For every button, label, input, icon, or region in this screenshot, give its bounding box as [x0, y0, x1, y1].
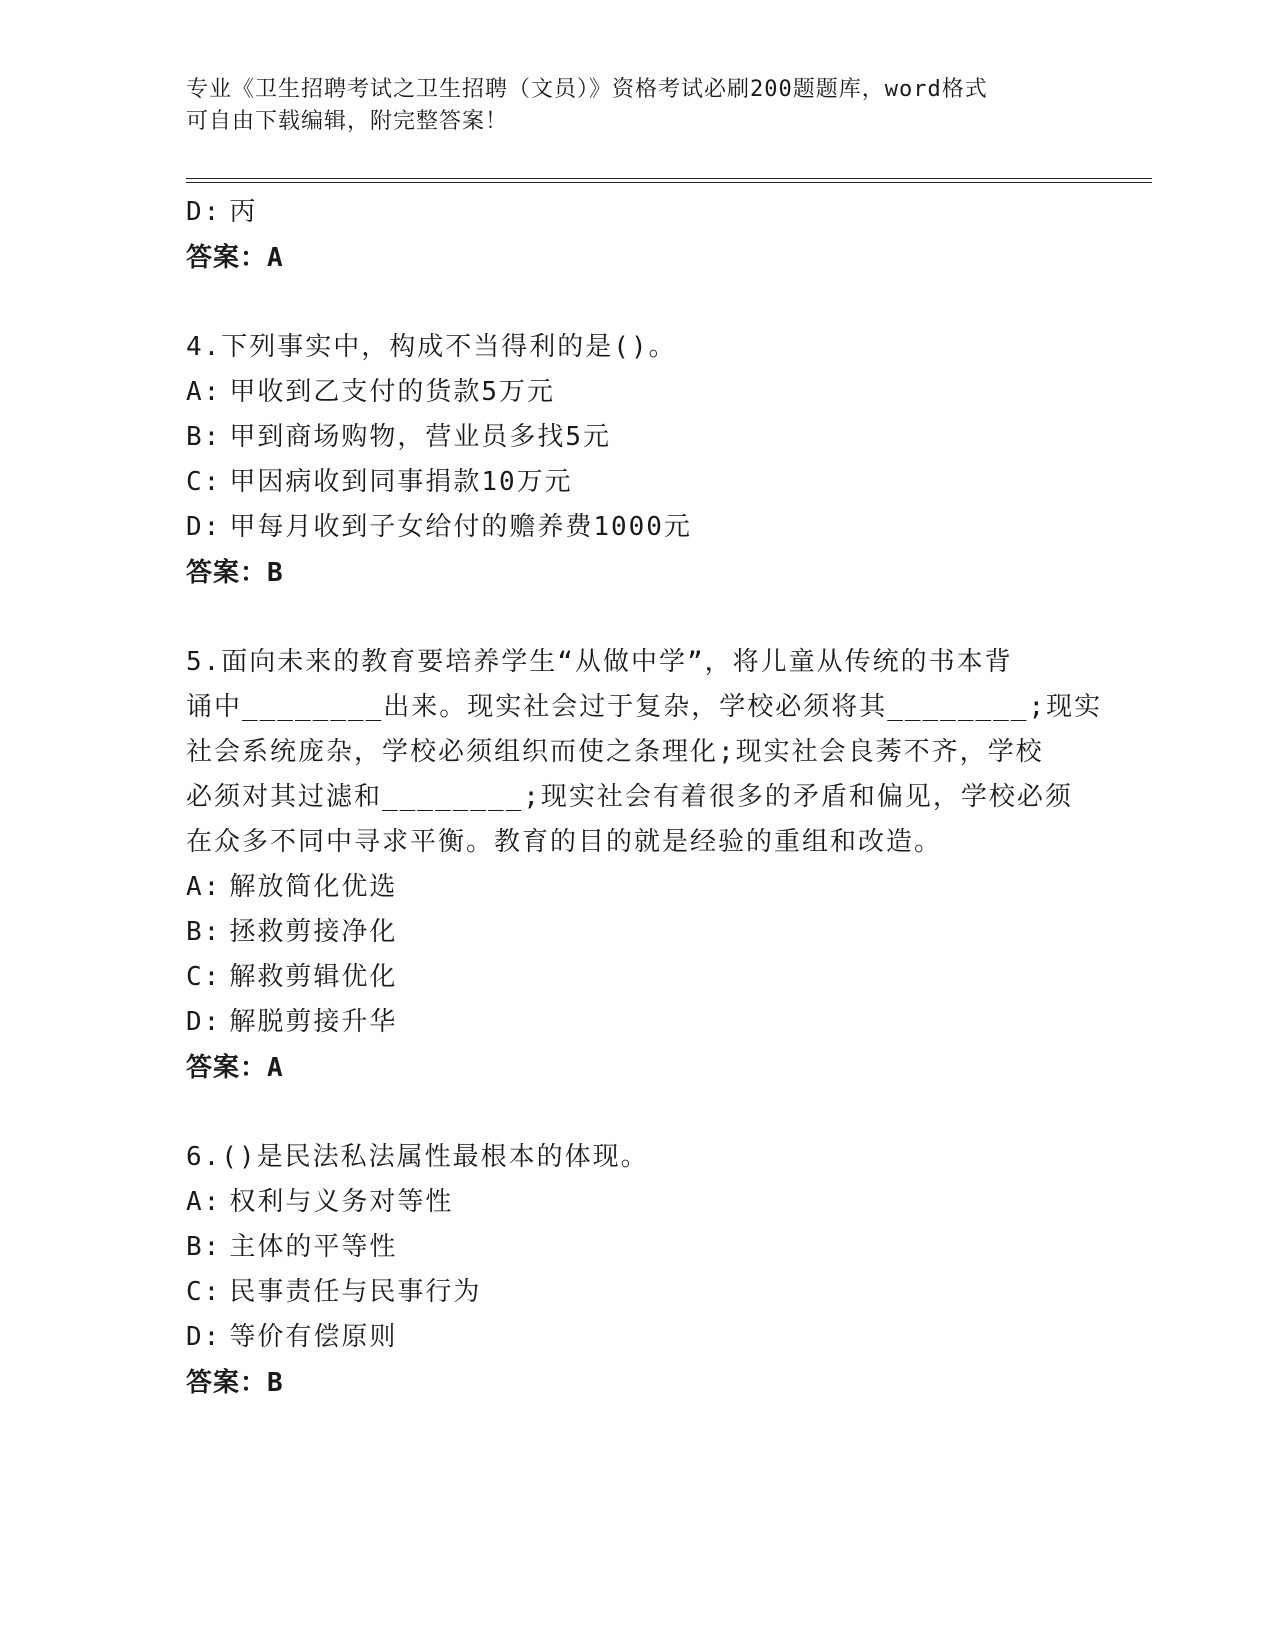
answer-line — [186, 550, 1086, 596]
option-key: A: — [186, 872, 222, 902]
option-c — [186, 1270, 1086, 1315]
option-text: 甲收到乙支付的货款5万元 — [229, 377, 555, 407]
question-stem-line: 5.面向未来的教育要培养学生“从做中学”，将儿童从传统的书本背 — [186, 647, 1013, 677]
option-text: 等价有偿原则 — [229, 1322, 398, 1352]
document-header — [186, 74, 1066, 138]
answer-label: 答案： — [186, 1053, 268, 1083]
option-a — [186, 1180, 1086, 1225]
option-b — [186, 1225, 1086, 1270]
option-key: B: — [186, 422, 222, 452]
option-d — [186, 190, 1086, 235]
option-a — [186, 370, 1086, 415]
option-a — [186, 865, 1086, 910]
answer-value: A — [267, 1053, 284, 1083]
option-key: B: — [186, 1232, 222, 1262]
option-text: 甲到商场购物，营业员多找5元 — [229, 422, 611, 452]
option-text: 甲每月收到子女给付的赡养费1000元 — [229, 512, 692, 542]
option-d — [186, 1315, 1086, 1360]
answer-value: A — [267, 243, 284, 273]
answer-label: 答案： — [186, 558, 268, 588]
option-text: 解放简化优选 — [229, 872, 398, 902]
answer-label: 答案： — [186, 1368, 268, 1398]
question-stem-line: 必须对其过滤和________;现实社会有着很多的矛盾和偏见，学校必须 — [186, 782, 1073, 812]
option-text: 解脱剪接升华 — [229, 1007, 398, 1037]
question-stem: 6.()是民法私法属性最根本的体现。 — [186, 1142, 649, 1172]
option-key: D: — [186, 1322, 222, 1352]
option-text: 民事责任与民事行为 — [229, 1277, 482, 1307]
option-d — [186, 505, 1086, 550]
option-key: D: — [186, 197, 222, 227]
option-key: C: — [186, 1277, 222, 1307]
option-key: B: — [186, 917, 222, 947]
option-text: 拯救剪接净化 — [229, 917, 398, 947]
option-c — [186, 460, 1086, 505]
answer-line — [186, 235, 1086, 281]
option-key: A: — [186, 377, 222, 407]
option-key: C: — [186, 467, 222, 497]
answer-label: 答案： — [186, 243, 268, 273]
answer-line — [186, 1045, 1086, 1091]
question-stem-line: 诵中________出来。现实社会过于复杂，学校必须将其________;现实 — [186, 692, 1103, 722]
header-line-2: 可自由下载编辑，附完整答案！ — [186, 109, 509, 134]
option-text: 甲因病收到同事捐款10万元 — [229, 467, 573, 497]
option-b — [186, 910, 1086, 955]
question-stem: 4.下列事实中，构成不当得利的是()。 — [186, 332, 677, 362]
option-key: D: — [186, 512, 222, 542]
option-key: A: — [186, 1187, 222, 1217]
option-key: D: — [186, 1007, 222, 1037]
answer-line — [186, 1360, 1086, 1406]
answer-value: B — [267, 1368, 284, 1398]
header-line-1: 专业《卫生招聘考试之卫生招聘（文员）》资格考试必刷200题题库，word格式 — [186, 77, 988, 102]
option-text: 主体的平等性 — [229, 1232, 398, 1262]
answer-value: B — [267, 558, 284, 588]
question-list — [186, 190, 1103, 1406]
option-text: 解救剪辑优化 — [229, 962, 398, 992]
question-stem-line: 社会系统庞杂，学校必须组织而使之条理化;现实社会良莠不齐，学校 — [186, 737, 1044, 767]
header-divider — [186, 178, 1152, 183]
option-b — [186, 415, 1086, 460]
option-key: C: — [186, 962, 222, 992]
option-c — [186, 955, 1086, 1000]
option-d — [186, 1000, 1086, 1045]
option-text: 权利与义务对等性 — [229, 1187, 454, 1217]
question-stem-line: 在众多不同中寻求平衡。教育的目的就是经验的重组和改造。 — [186, 827, 943, 857]
option-text: 丙 — [229, 197, 258, 227]
